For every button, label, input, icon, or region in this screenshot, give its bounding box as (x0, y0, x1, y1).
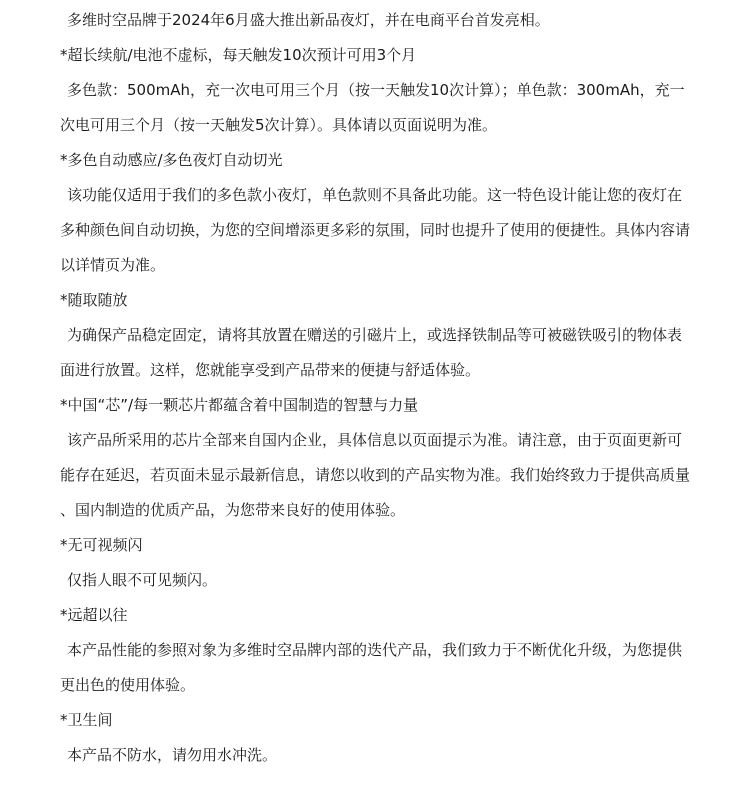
placement-heading: *随取随放 (60, 291, 128, 309)
battery-text-line-1: 多色款：500mAh，充一次电可用三个月（按一天触发10次计算）；单色款：300mAh，充一 (67, 81, 685, 99)
flicker-text: 仅指人眼不可见频闪。 (67, 571, 218, 589)
performance-heading: *远超以往 (60, 606, 128, 624)
auto-color-text-line-3: 以详情页为准。 (60, 256, 166, 274)
placement-text-line-1: 为确保产品稳定固定，请将其放置在赠送的引磁片上，或选择铁制品等可被磁铁吸引的物体表 (67, 326, 683, 344)
intro-text: 多维时空品牌于2024年6月盛大推出新品夜灯，并在电商平台首发亮相。 (67, 11, 550, 29)
auto-color-text-line-2: 多种颜色间自动切换，为您的空间增添更多彩的氛围，同时也提升了使用的便捷性。具体内容请 (60, 221, 691, 239)
chip-text-line-3: 、国内制造的优质产品，为您带来良好的使用体验。 (60, 501, 406, 519)
placement-text-line-2: 面进行放置。这样，您就能享受到产品带来的便捷与舒适体验。 (60, 361, 481, 379)
bathroom-text: 本产品不防水，请勿用水冲洗。 (67, 746, 278, 764)
flicker-heading: *无可视频闪 (60, 536, 143, 554)
auto-color-heading: *多色自动感应/多色夜灯自动切光 (60, 151, 283, 169)
battery-heading: *超长续航/电池不虚标，每天触发10次预计可用3个月 (60, 46, 417, 64)
performance-text-line-2: 更出色的使用体验。 (60, 676, 196, 694)
bathroom-heading: *卫生间 (60, 711, 113, 729)
chip-heading: *中国“芯”/每一颗芯片都蕴含着中国制造的智慧与力量 (60, 396, 419, 414)
chip-text-line-2: 能存在延迟，若页面未显示最新信息，请您以收到的产品实物为准。我们始终致力于提供高质量 (60, 466, 691, 484)
performance-text-line-1: 本产品性能的参照对象为多维时空品牌内部的迭代产品，我们致力于不断优化升级，为您提供 (67, 641, 683, 659)
chip-text-line-1: 该产品所采用的芯片全部来自国内企业，具体信息以页面提示为准。请注意，由于页面更新可 (67, 431, 683, 449)
auto-color-text-line-1: 该功能仅适用于我们的多色款小夜灯，单色款则不具备此功能。这一特色设计能让您的夜灯在 (67, 186, 683, 204)
battery-text-line-2: 次电可用三个月（按一天触发5次计算）。具体请以页面说明为准。 (60, 116, 498, 134)
